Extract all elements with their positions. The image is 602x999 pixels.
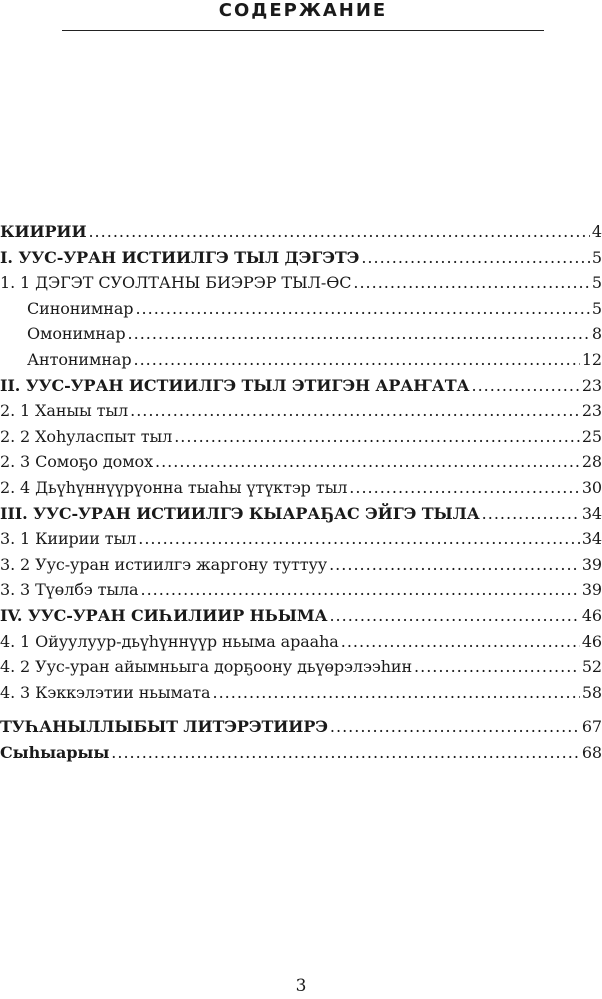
toc-entry-page: 39 [581, 554, 602, 574]
toc-entry-title: ТУҺАНЫЛЛЫБЫТ ЛИТЭРЭТИИРЭ [0, 717, 328, 737]
toc-entry-page: 5 [591, 247, 602, 267]
toc-entry-page: 46 [581, 605, 602, 625]
toc-entry [0, 683, 602, 709]
toc-leader-dots [111, 743, 580, 762]
toc-entry-page: 28 [581, 452, 602, 472]
toc-entry [0, 452, 602, 478]
toc-entry-title: КИИРИИ [0, 222, 87, 241]
toc-entry-page: 30 [581, 477, 602, 497]
toc-leader-dots [361, 248, 590, 267]
toc-entry-page: 39 [581, 580, 602, 600]
toc-leader-dots [414, 657, 580, 676]
toc-entry [0, 427, 602, 453]
toc-entry-title: 1. 1 ДЭГЭТ СУОЛТАНЫ БИЭРЭР ТЫЛ-ӨС [0, 273, 352, 293]
toc-entry-title: III. УУС-УРАН ИСТИИЛГЭ КЫАРАҔАС ЭЙГЭ ТЫЛА [0, 503, 480, 523]
toc-leader-dots [471, 376, 579, 395]
page-number: 3 [295, 976, 307, 996]
toc-entry-title: 2. 3 Сомоҕо домох [0, 452, 153, 472]
toc-entry-title: 4. 3 Кэккэлэтии ньымата [0, 682, 211, 702]
toc-entry [0, 743, 602, 769]
toc-entry-title: 2. 2 Хоһуласпыт тыл [0, 426, 173, 446]
toc-entry-page: 5 [591, 298, 602, 318]
toc-entry [0, 401, 602, 427]
toc-leader-dots [330, 717, 580, 736]
toc-entry-title: I. УУС-УРАН ИСТИИЛГЭ ТЫЛ ДЭГЭТЭ [0, 247, 360, 267]
toc-leader-dots [141, 580, 580, 599]
page-header [62, 0, 544, 31]
toc-entry-title: Синонимнар [27, 298, 134, 318]
toc-leader-dots [482, 504, 580, 523]
toc-entry-page: 67 [581, 717, 602, 737]
toc-entry-page: 52 [581, 657, 602, 677]
toc-entry [0, 504, 602, 530]
toc-entry [0, 376, 602, 402]
toc-entry [0, 248, 602, 274]
toc-entry-title: Омонимнар [27, 324, 126, 344]
toc-entry-page: 34 [581, 529, 602, 549]
toc-entry [0, 529, 602, 555]
toc-entry-page: 8 [591, 324, 602, 344]
toc-entry-title: 4. 2 Уус-уран айымньыга дорҕоону дьүөрэлээһин [0, 657, 413, 677]
toc-entry-page: 58 [581, 682, 602, 702]
toc-leader-dots [341, 632, 580, 651]
toc-leader-dots [174, 427, 580, 446]
toc-entry [0, 299, 602, 325]
toc-entry-title: 4. 1 Ойуулуур-дьүһүннүүр ньыма арааһа [0, 631, 339, 651]
toc-entry-title: II. УУС-УРАН ИСТИИЛГЭ ТЫЛ ЭТИГЭН АРАҤАТА [0, 375, 470, 395]
toc-entry [0, 632, 602, 658]
toc-leader-dots [128, 324, 590, 343]
toc-entry [0, 717, 602, 743]
toc-leader-dots [134, 350, 580, 369]
toc-leader-dots [88, 222, 589, 241]
toc-entry-page: 5 [591, 273, 602, 293]
toc-entry [0, 222, 602, 248]
toc-entry-page: 4 [591, 222, 602, 241]
page-title: СОДЕРЖАНИЕ [218, 0, 388, 21]
toc-leader-dots [155, 452, 580, 471]
toc-leader-dots [213, 683, 580, 702]
toc-leader-dots [329, 555, 580, 574]
toc-entry [0, 657, 602, 683]
toc-entry-title: 3. 2 Уус-уран истиилгэ жаргону туттуу [0, 554, 328, 574]
toc-entry [0, 580, 602, 606]
toc-entry [0, 350, 602, 376]
toc-entry [0, 324, 602, 350]
toc-entry-title: Антонимнар [27, 349, 132, 369]
toc-leader-dots [349, 478, 580, 497]
toc-leader-dots [130, 401, 580, 420]
toc-entry-page: 46 [581, 631, 602, 651]
table-of-contents [0, 222, 602, 768]
toc-entry [0, 478, 602, 504]
toc-entry-title: IV. УУС-УРАН СИҺИЛИИР НЬЫМА [0, 605, 328, 625]
toc-entry-page: 34 [581, 503, 602, 523]
toc-leader-dots [135, 299, 589, 318]
toc-entry-page: 23 [581, 401, 602, 421]
toc-entry-page: 68 [581, 742, 602, 762]
toc-entry-title: 2. 4 Дьүһүннүүрүонна тыаһы үтүктэр тыл [0, 477, 348, 497]
toc-entry-title: 3. 1 Киирии тыл [0, 529, 137, 549]
toc-leader-dots [329, 606, 579, 625]
toc-entry-title: 2. 1 Ханыы тыл [0, 401, 129, 421]
toc-entry-title: Сыһыарыы [0, 742, 110, 762]
toc-entry [0, 273, 602, 299]
toc-entry-page: 23 [581, 375, 602, 395]
toc-leader-dots [138, 529, 580, 548]
toc-entry-page: 12 [581, 349, 602, 369]
toc-entry [0, 555, 602, 581]
toc-entry [0, 606, 602, 632]
toc-entry-page: 25 [581, 426, 602, 446]
toc-entry-title: 3. 3 Түөлбэ тыла [0, 580, 139, 600]
toc-leader-dots [353, 273, 590, 292]
